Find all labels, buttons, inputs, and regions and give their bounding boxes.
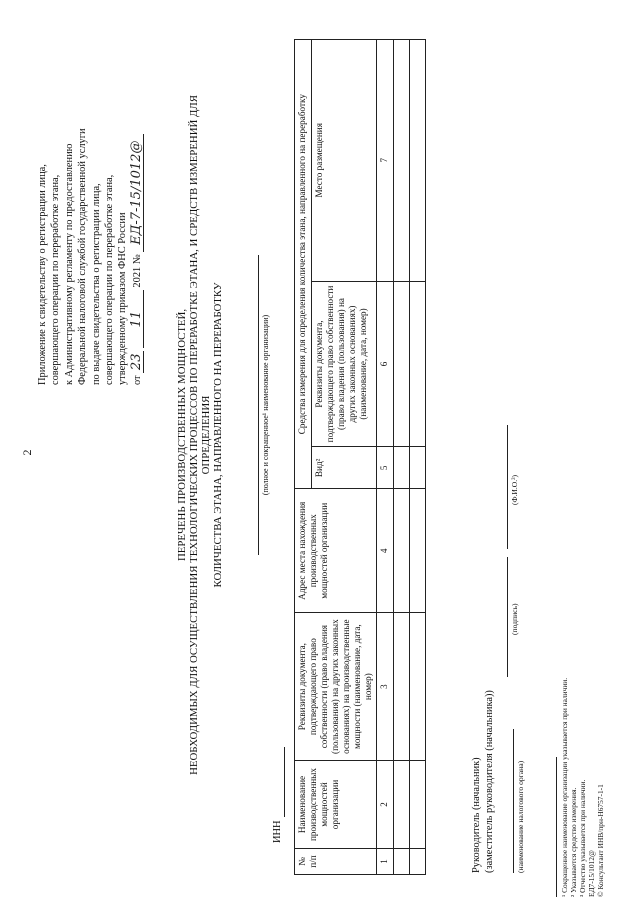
date-prefix: от <box>131 375 143 385</box>
organization-name-line <box>250 255 259 555</box>
column-number: 4 <box>377 489 394 613</box>
table-cell <box>410 281 426 447</box>
column-number: 2 <box>377 761 394 849</box>
table-cell <box>394 447 410 489</box>
column-number: 3 <box>377 613 394 761</box>
table-cell <box>410 489 426 613</box>
table-row <box>394 40 410 875</box>
table-cell <box>394 40 410 282</box>
footnote: © Консультант ИНВ/прн-Н6757-1-1 <box>596 784 605 897</box>
appendix-line: к Административному регламенту по предоставлению <box>63 143 75 385</box>
header-place: Место размещения <box>312 40 377 282</box>
deputy-title: (заместитель руководителя (начальника)) <box>484 690 495 873</box>
table-cell <box>410 40 426 282</box>
inn-label: ИНН <box>272 820 283 843</box>
date-day-handwritten: 23 <box>130 351 144 373</box>
page-number: 2 <box>20 449 34 456</box>
table-cell <box>394 281 410 447</box>
signature-caption: (подпись) <box>510 603 519 635</box>
fio-line <box>506 425 508 549</box>
table-cell <box>394 613 410 761</box>
inn-field-line <box>284 747 285 817</box>
appendix-line: Приложение к свидетельству о регистрации лица, <box>37 164 48 385</box>
title-line: НЕОБХОДИМЫХ ДЛЯ ОСУЩЕСТВЛЕНИЯ ТЕХНОЛОГИЧЕСКИХ ПРОЦЕССОВ ПО ПЕРЕРАБОТКЕ ЭТАНА, И СРЕДСТВ ИЗМЕРЕНИЙ ДЛЯ ОПРЕДЕЛЕНИЯ <box>188 95 212 775</box>
table-cell <box>410 761 426 849</box>
appendix-line: утвержденному приказом ФНС России <box>117 212 129 385</box>
table-header-row <box>295 40 312 875</box>
header-address: Адрес места нахождения производственных мощностей организации <box>295 489 377 613</box>
column-number: 5 <box>377 447 394 489</box>
header-measure-docs: Реквизиты документа, подтверждающего право собственности (право владения (пользования) на других законных основаниях) (наименование, дата, номер) <box>312 281 377 447</box>
fio-caption: (Ф.И.О.³) <box>510 475 519 505</box>
appendix-line: совершающего операции по переработке этана, <box>104 174 116 385</box>
table-cell <box>410 849 426 875</box>
document-title <box>176 85 224 785</box>
footnotes <box>560 678 605 897</box>
footnote: ЕД7-15/1012@ <box>587 850 596 897</box>
column-number: 1 <box>377 849 394 875</box>
footnote: ¹ Сокращенное наименование организации указывается при наличии. <box>560 677 569 897</box>
footnote: ² Указывается средство измерения. <box>569 787 578 897</box>
appendix-line: по выдаче свидетельства о регистрации лица, <box>90 183 102 385</box>
appendix-line: Федеральной налоговой службой государственной услуги <box>77 128 89 385</box>
header-type: Вид² <box>312 447 377 489</box>
header-docs: Реквизиты документа, подтверждающего право собственности (право владения (пользования) на других законных основаниях) на производственные мощности (наименование, дата, номер) <box>295 613 377 761</box>
signature-line <box>506 557 508 677</box>
table-cell <box>394 849 410 875</box>
table-cell <box>394 489 410 613</box>
title-line: КОЛИЧЕСТВА ЭТАНА, НАПРАВЛЕННОГО НА ПЕРЕРАБОТКУ <box>212 282 224 588</box>
table-cell <box>394 761 410 849</box>
authority-caption: (наименование налогового органа) <box>516 760 525 873</box>
title-line: ПЕРЕЧЕНЬ ПРОИЗВОДСТВЕННЫХ МОЩНОСТЕЙ, <box>176 308 188 562</box>
appendix-date-line <box>130 35 144 385</box>
organization-caption: (полное и сокращенное¹ наименование организации) <box>261 314 270 496</box>
head-title: Руководитель (начальник) <box>471 757 482 873</box>
table-cell <box>410 613 426 761</box>
appendix-line: совершающего операции по переработке этана, <box>50 174 62 385</box>
column-number-row <box>377 40 394 875</box>
header-num: № п/п <box>295 849 377 875</box>
order-number-handwritten: ЕД-7-15/1012@ <box>130 134 144 252</box>
column-number: 6 <box>377 281 394 447</box>
date-month-handwritten: 11 <box>130 290 144 348</box>
footnote-divider <box>556 757 557 897</box>
column-number: 7 <box>377 40 394 282</box>
authority-line <box>512 729 514 873</box>
table-cell <box>410 447 426 489</box>
header-measuring-group: Средства измерения для определения количества этана, направленного на переработку <box>295 40 312 489</box>
capacities-table <box>294 39 426 875</box>
footnote: ³ Отчество указывается при наличии. <box>578 779 587 897</box>
table-row <box>410 40 426 875</box>
header-name: Наименование производственных мощностей организации <box>295 761 377 849</box>
date-year: 2021 № <box>131 254 143 288</box>
appendix-header <box>36 35 144 385</box>
